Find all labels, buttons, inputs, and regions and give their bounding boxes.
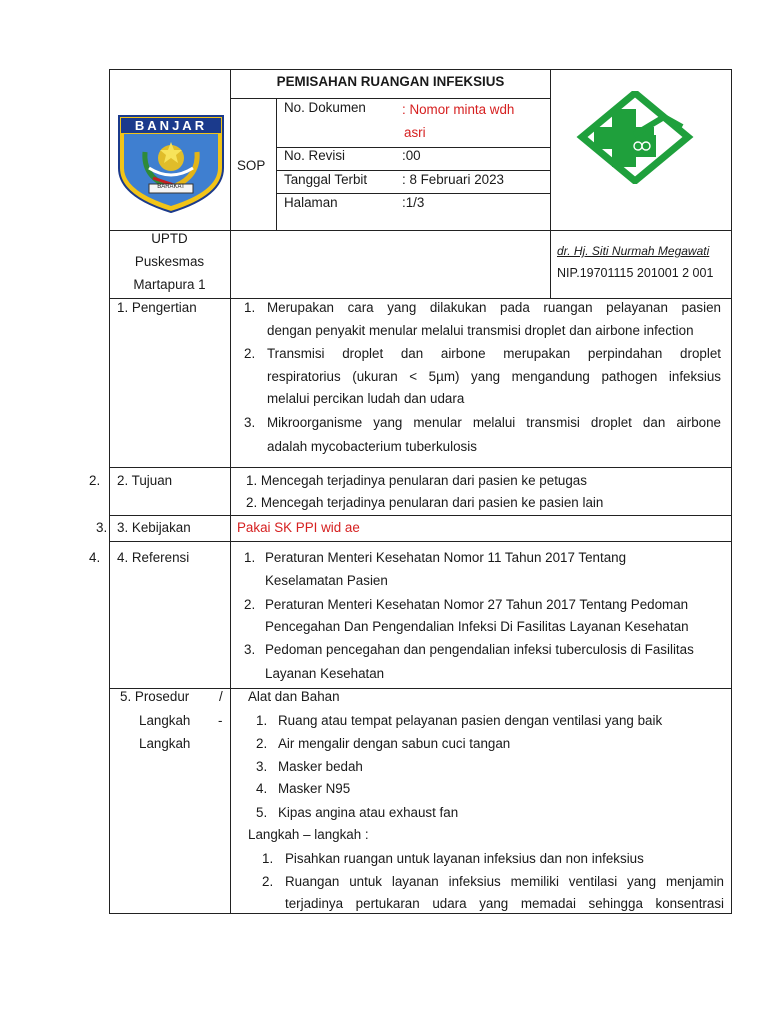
logo-banjar-text: BANJAR <box>134 118 208 133</box>
page-title: PEMISAHAN RUANGAN INFEKSIUS <box>276 74 505 89</box>
section-prosedur-label-dash: - <box>218 713 223 728</box>
pengertian-item-1-num: 1. <box>244 300 256 315</box>
alat-heading: Alat dan Bahan <box>248 689 340 704</box>
langkah-item-2-line-2: terjadinya pertukaran udara yang memadai sehingga konsentrasi <box>285 896 724 911</box>
langkah-item-2-line-1: Ruangan untuk layanan infeksius memiliki ventilasi yang menjamin <box>285 874 724 889</box>
langkah-item-1-line-1: Pisahkan ruangan untuk layanan infeksius dan non infeksius <box>285 851 644 866</box>
section-prosedur-label-3: Langkah <box>139 736 191 751</box>
field-no-dokumen-value: : Nomor minta wdh <box>402 102 515 117</box>
pengertian-item-2-line-1: Transmisi droplet dan airbone merupakan perpindahan droplet <box>267 346 721 361</box>
alat-item-5: Kipas angina atau exhaust fan <box>278 805 459 820</box>
section-kebijakan-label: 3. Kebijakan <box>117 520 191 535</box>
logo-ribbon-text: BARAKAT <box>157 184 185 190</box>
field-no-revisi-value: :00 <box>402 148 421 163</box>
tujuan-item-2: 2. Mencegah terjadinya penularan dari pasien ke pasien lain <box>246 495 604 510</box>
margin-num-3: 3. <box>96 520 108 535</box>
referensi-item-1-num: 1. <box>244 550 256 565</box>
field-halaman-label: Halaman <box>284 195 338 210</box>
margin-num-2: 2. <box>89 473 101 488</box>
pengertian-item-1-line-1: Merupakan cara yang dilakukan pada ruangan pelayanan pasien <box>267 300 721 315</box>
field-no-revisi-label: No. Revisi <box>284 148 346 163</box>
pengertian-item-2-line-3: melalui percikan ludah dan udara <box>267 391 465 406</box>
field-tanggal-value: : 8 Februari 2023 <box>402 172 504 187</box>
section-referensi-label: 4. Referensi <box>117 550 190 565</box>
alat-item-3: Masker bedah <box>278 759 363 774</box>
alat-item-2-num: 2. <box>256 736 268 751</box>
alat-item-2: Air mengalir dengan sabun cuci tangan <box>278 736 511 751</box>
org-line-3: Martapura 1 <box>133 277 206 292</box>
alat-item-3-num: 3. <box>256 759 268 774</box>
field-no-dokumen-label: No. Dokumen <box>284 100 366 115</box>
pengertian-item-2-line-2: respiratorius (ukuran < 5µm) yang mengandung pathogen infeksius <box>267 369 721 384</box>
pengertian-item-3-line-1: Mikroorganisme yang menular melalui transmisi droplet dan airbone <box>267 415 721 430</box>
banjar-logo <box>115 112 227 216</box>
alat-item-1: Ruang atau tempat pelayanan pasien dengan ventilasi yang baik <box>278 713 663 728</box>
section-prosedur-label-2: Langkah <box>139 713 191 728</box>
langkah-item-1-num: 1. <box>262 851 274 866</box>
section-pengertian-label: 1. Pengertian <box>117 300 197 315</box>
referensi-item-3-line-1: Pedoman pencegahan dan pengendalian infeksi tuberculosis di Fasilitas <box>265 642 694 657</box>
alat-item-4: Masker N95 <box>278 781 351 796</box>
section-tujuan-label: 2. Tujuan <box>117 473 173 488</box>
section-prosedur-label-slash: / <box>219 689 223 704</box>
tujuan-item-1: 1. Mencegah terjadinya penularan dari pasien ke petugas <box>246 473 587 488</box>
pengertian-item-1-line-2: dengan penyakit menular melalui transmisi droplet dan airbone infection <box>267 323 694 338</box>
alat-item-1-num: 1. <box>256 713 268 728</box>
section-prosedur-label-1: 5. Prosedur <box>120 689 190 704</box>
org-line-2: Puskesmas <box>134 254 205 269</box>
sop-label: SOP <box>237 158 266 173</box>
referensi-item-3-num: 3. <box>244 642 256 657</box>
org-line-1: UPTD <box>151 231 188 246</box>
field-halaman-value: :1/3 <box>402 195 425 210</box>
puskesmas-logo <box>576 91 694 184</box>
signer-name: dr. Hj. Siti Nurmah Megawati <box>557 244 710 258</box>
referensi-item-2-num: 2. <box>244 597 256 612</box>
referensi-item-2-line-1: Peraturan Menteri Kesehatan Nomor 27 Tahun 2017 Tentang Pedoman <box>265 597 689 612</box>
kebijakan-text: Pakai SK PPI wid ae <box>237 520 360 535</box>
referensi-item-3-line-2: Layanan Kesehatan <box>265 666 385 681</box>
alat-item-4-num: 4. <box>256 781 268 796</box>
referensi-item-1-line-2: Keselamatan Pasien <box>265 573 388 588</box>
referensi-item-2-line-2: Pencegahan Dan Pengendalian Infeksi Di Fasilitas Layanan Kesehatan <box>265 619 689 634</box>
margin-num-4: 4. <box>89 550 101 565</box>
alat-item-5-num: 5. <box>256 805 268 820</box>
field-tanggal-label: Tanggal Terbit <box>284 172 368 187</box>
field-no-dokumen-value-2: asri <box>404 125 426 140</box>
pengertian-item-2-num: 2. <box>244 346 256 361</box>
langkah-heading: Langkah – langkah : <box>248 827 369 842</box>
signer-nip: NIP.19701115 201001 2 001 <box>557 266 714 280</box>
langkah-item-2-num: 2. <box>262 874 274 889</box>
pengertian-item-3-line-2: adalah mycobacterium tuberkulosis <box>267 439 477 454</box>
pengertian-item-3-num: 3. <box>244 415 256 430</box>
referensi-item-1-line-1: Peraturan Menteri Kesehatan Nomor 11 Tahun 2017 Tentang <box>265 550 627 565</box>
